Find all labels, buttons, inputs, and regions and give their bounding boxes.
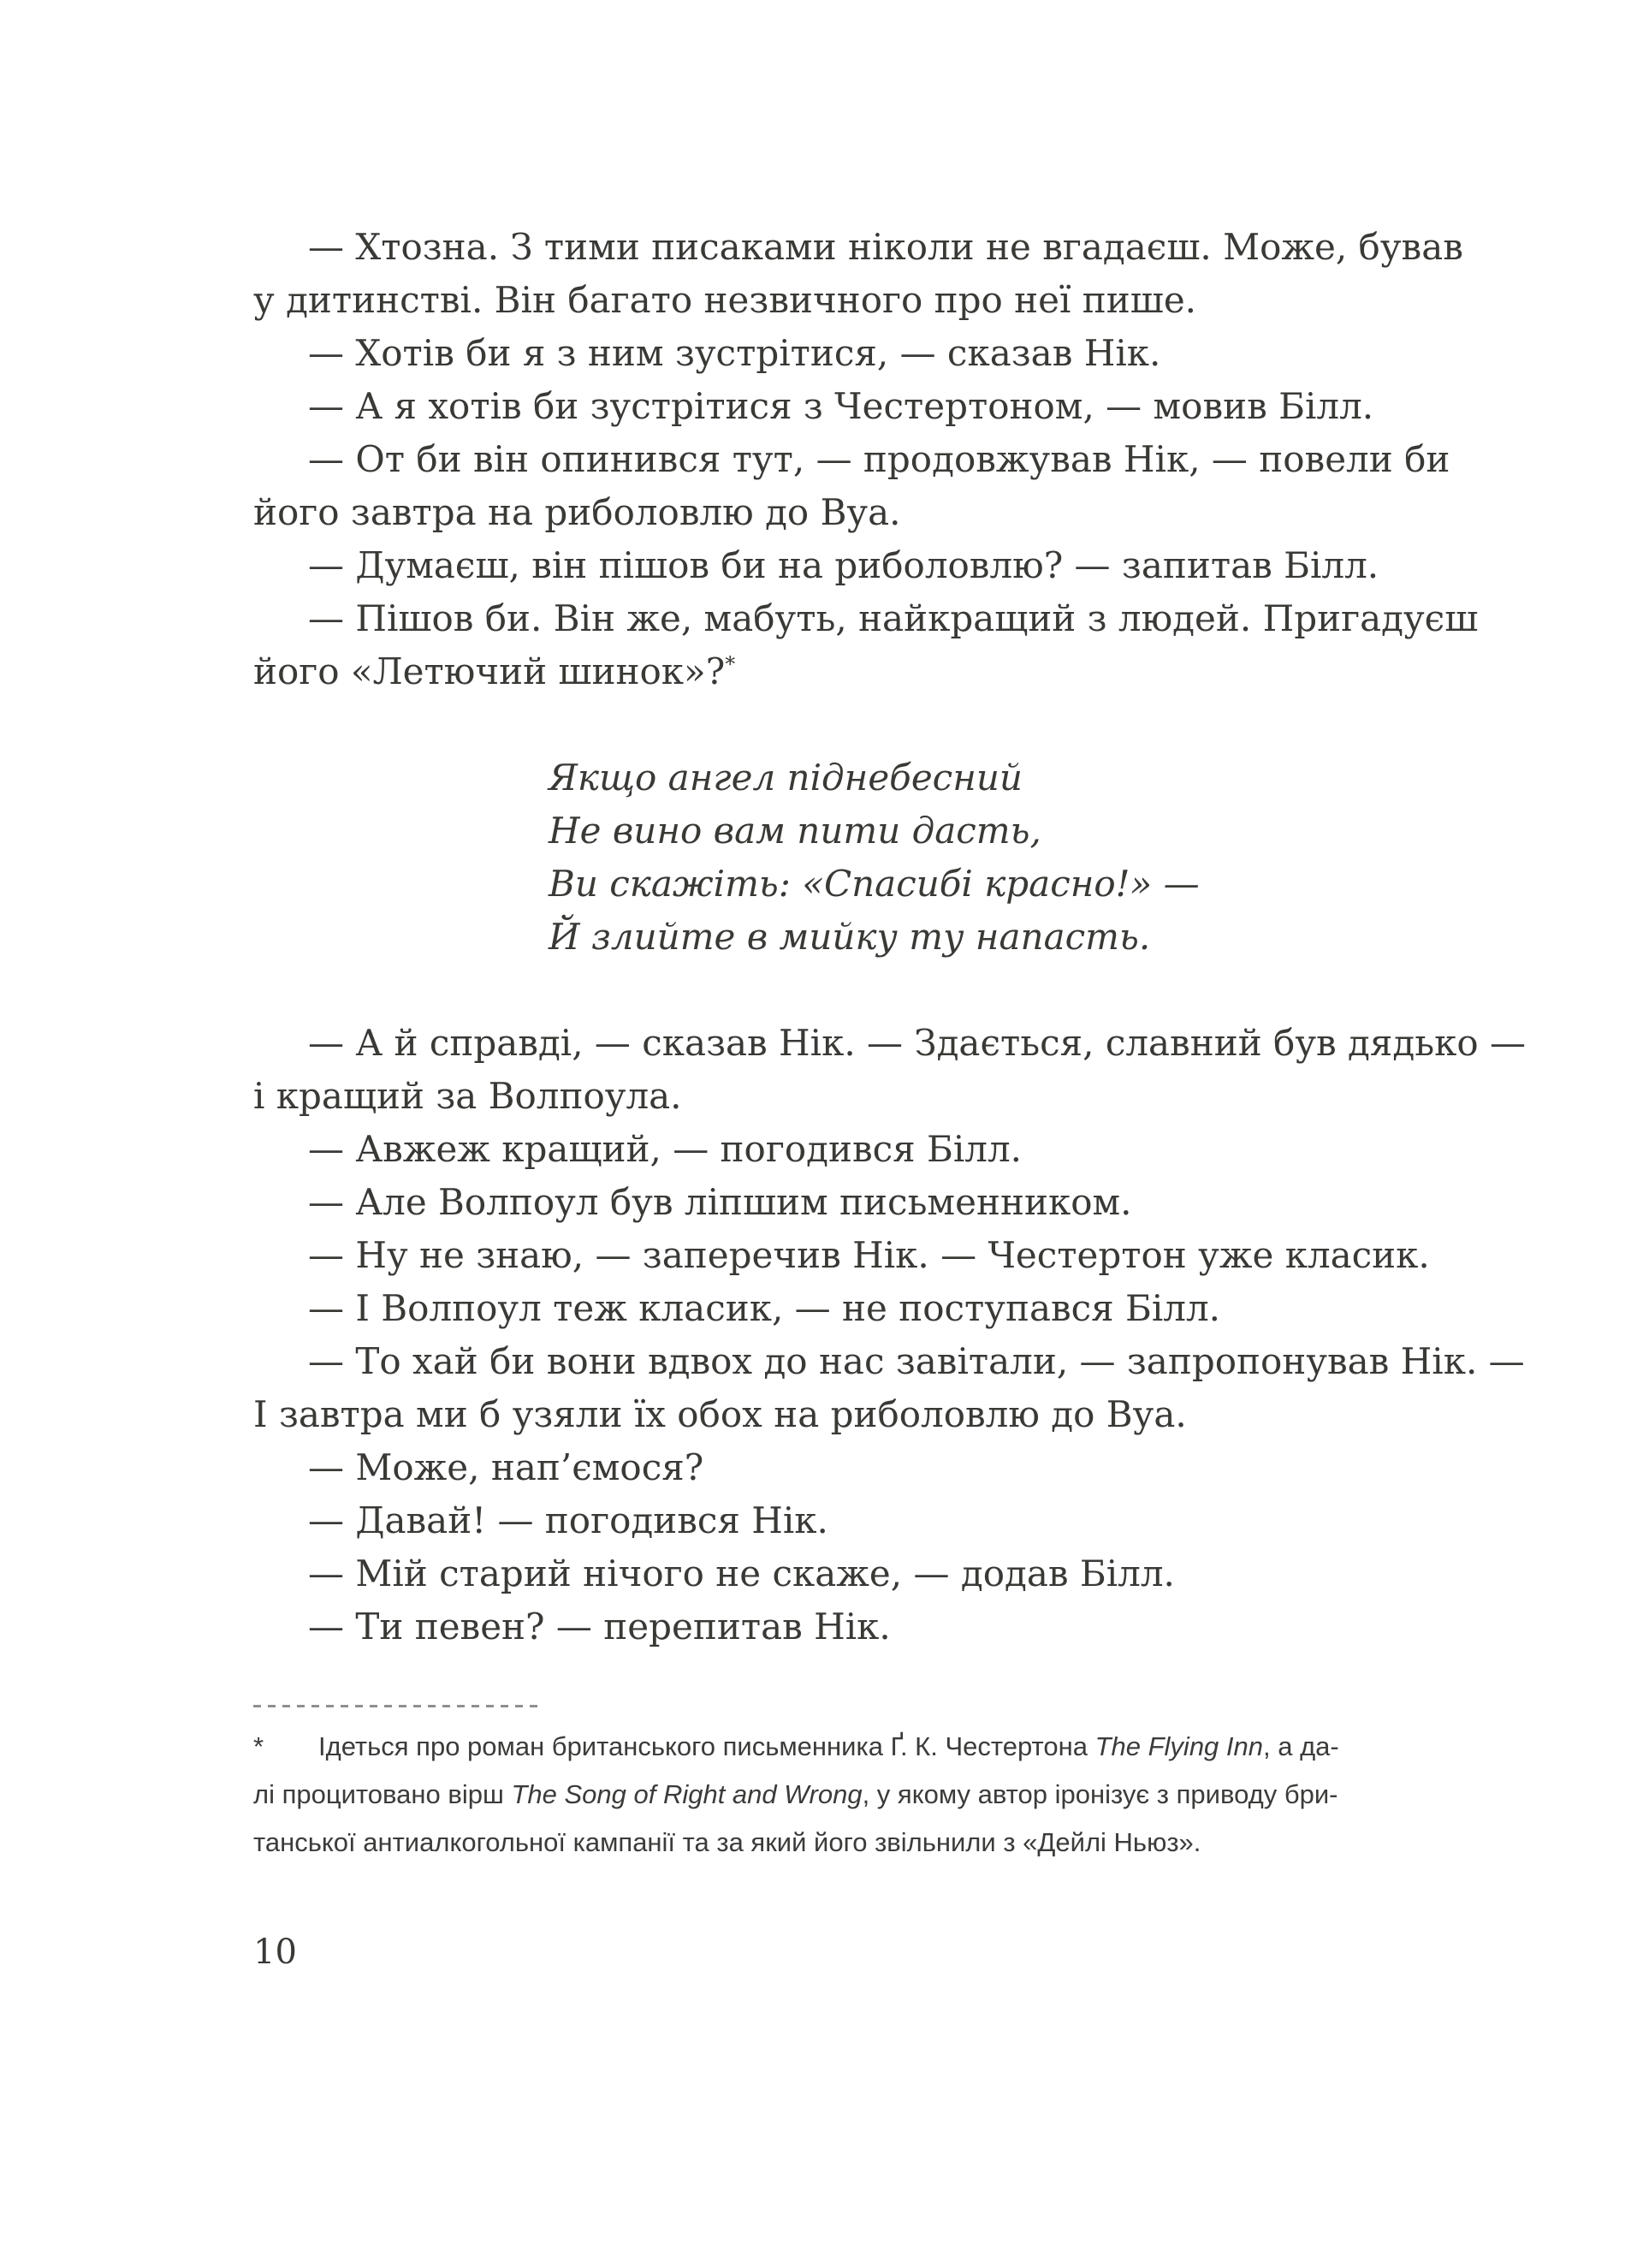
page-number: 10 [253,1933,297,1972]
footnote-separator [253,1705,541,1707]
poem-block [549,751,1486,964]
text-segment: — Мій старий нічого не скаже, — додав Білл. [308,1553,1175,1594]
text-segment: лі процитовано вірш [253,1779,512,1809]
text-segment: і кращий за Волпоула. [253,1075,682,1117]
text-segment: І завтра ми б узяли їх обох на риболовлю до Вуа. [253,1393,1187,1435]
dialogue-paragraph [253,1335,1525,1441]
text-segment: його «Летючий шинок»? [253,650,726,692]
dialogue-paragraph [253,1017,1526,1123]
dialogue-section-bottom [253,1017,1526,1654]
text-line [253,380,1486,433]
poem-line: Не вино вам пити дасть, [549,810,1041,852]
text-line [253,1547,1486,1600]
dialogue-section-top [253,221,1486,698]
text-line [253,1070,1486,1123]
poem-line: Й злийте в мийку ту напасть. [549,916,1151,958]
footnote [253,1723,1486,1867]
text-line [253,1229,1486,1282]
dialogue-paragraph [253,433,1486,539]
text-segment: його завтра на риболовлю до Вуа. [253,491,901,533]
text-segment: — Давай! — погодився Нік. [308,1499,828,1541]
dialogue-paragraph [253,1176,1486,1229]
footnote-marker: * [253,1731,264,1761]
text-segment: , у якому автор іронізує з приводу бри- [862,1779,1338,1809]
text-line [253,327,1486,380]
text-segment: , а да- [1263,1731,1339,1761]
text-segment: — Ти певен? — перепитав Нік. [308,1606,891,1648]
footnote-line [253,1819,1486,1867]
text-segment: — І Волпоул теж класик, — не поступався Білл. [308,1287,1221,1329]
dialogue-paragraph [253,327,1486,380]
text-segment: — Але Волпоул був ліпшим письменником. [308,1181,1132,1223]
poem-line: Якщо ангел піднебесний [549,757,1023,799]
text-segment: — То хай би вони вдвох до нас завітали, — запропонував Нік. — [308,1340,1525,1382]
text-segment: — А я хотів би зустрітися з Честертоном, — мовив Білл. [308,385,1374,427]
footnote-line [253,1723,1486,1771]
text-segment: — А й справді, — сказав Нік. — Здається, славний був дядько — [308,1022,1526,1064]
dialogue-paragraph [253,1229,1486,1282]
text-line [253,1600,1486,1654]
text-segment: The Song of Right and Wrong [511,1779,863,1809]
dialogue-paragraph [253,380,1486,433]
text-line [253,1123,1486,1176]
text-segment: — Хотів би я з ним зустрітися, — сказав Нік. [308,332,1161,374]
text-line [253,1017,1526,1070]
text-line [253,592,1486,645]
text-segment: Ідеться про роман британського письменника Ґ. К. Честертона [318,1731,1095,1761]
text-segment: — От би він опинився тут, — продовжував Нік, — повели би [308,438,1450,480]
dialogue-paragraph [253,1282,1486,1335]
dialogue-paragraph [253,221,1486,327]
text-line [253,1388,1486,1441]
text-segment: — Може, нап’ємося? [308,1446,704,1488]
text-line [253,486,1486,539]
text-segment: — Ну не знаю, — заперечив Нік. — Честертон уже класик. [308,1234,1430,1276]
poem-line: Ви скажіть: «Спасибі красно!» — [549,863,1200,905]
text-line [253,645,1486,698]
text-line [253,1335,1525,1388]
text-segment: — Хтозна. З тими писаками ніколи не вгадаєш. Може, бував [308,226,1463,268]
dialogue-paragraph [253,1494,1486,1547]
text-line [253,1494,1486,1547]
text-segment: — Пішов би. Він же, мабуть, найкращий з людей. Пригадуєш [308,597,1479,639]
text-line [253,1441,1486,1494]
text-line [253,1176,1486,1229]
text-line [253,274,1486,327]
dialogue-paragraph [253,1600,1486,1654]
text-block [253,221,1526,1867]
dialogue-paragraph [253,1547,1486,1600]
footnote-reference-asterisk: * [725,652,736,676]
dialogue-paragraph [253,1441,1486,1494]
dialogue-paragraph [253,592,1486,698]
text-segment: — Думаєш, він пішов би на риболовлю? — запитав Білл. [308,544,1379,586]
text-segment: The Flying Inn [1094,1731,1264,1761]
footnote-line [253,1771,1486,1819]
dialogue-paragraph [253,539,1486,592]
text-line [253,539,1486,592]
text-segment: у дитинстві. Він багато незвичного про неї пише. [253,279,1197,321]
text-line [253,433,1486,486]
text-segment: танської антиалкогольної кампанії та за який його звільнили з «Дейлі Ньюз». [253,1827,1201,1857]
dialogue-paragraph [253,1123,1486,1176]
text-line [253,1282,1486,1335]
text-segment: — Авжеж кращий, — погодився Білл. [308,1128,1022,1170]
text-line [253,221,1486,274]
